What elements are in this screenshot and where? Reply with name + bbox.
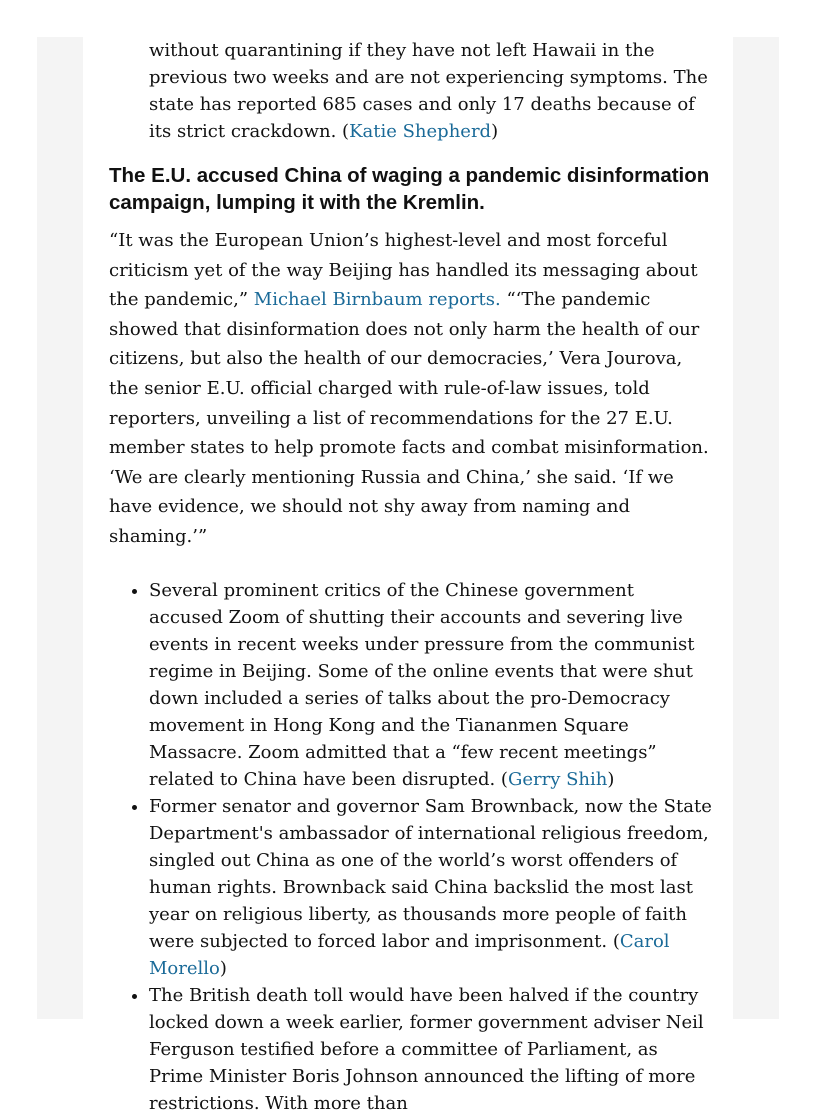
paragraph-intro: “It was the European Union’s highest-level and most forceful criticism yet of the way Beijing has handled its messaging about the pandemic,”	[109, 230, 698, 311]
continued-text: without quarantining if they have not left Hawaii in the previous two weeks and are not experiencing symptoms. The state has reported 685 cases and only 17 deaths because of its strict crackdown. (	[149, 40, 708, 142]
paren-close: )	[491, 121, 499, 142]
list-item	[149, 982, 713, 1117]
section-paragraph	[109, 226, 713, 552]
continued-bullet-text	[149, 37, 713, 145]
author-link-michael-birnbaum[interactable]: Michael Birnbaum reports.	[253, 289, 501, 311]
article-body	[109, 37, 713, 1117]
bullet-list	[109, 577, 713, 1117]
paragraph-quote: “‘The pandemic showed that disinformation does not only harm the health of our citizens, but also the health of our democracies,’ Vera Jourova, the senior E.U. official charged with rule-of-law issues, told reporters, unveiling a list of recommendations for the 27 E.U. member states to help promote facts and combat misinformation. ‘We are clearly mentioning Russia and China,’ she said. ‘If we have evidence, we should not shy away from naming and shaming.’”	[109, 289, 709, 547]
right-margin-gutter	[733, 37, 779, 1019]
left-margin-gutter	[37, 37, 83, 1019]
bullet-text: Former senator and governor Sam Brownback, now the State Department's ambassador of international religious freedom, singled out China as one of the world’s worst offenders of human rights. Brownback said China backslid the most last year on religious liberty, as thousands more people of faith were subjected to forced labor and imprisonment. (	[149, 795, 712, 952]
list-item	[149, 577, 713, 793]
author-link-gerry-shih[interactable]: Gerry Shih	[507, 768, 608, 790]
author-link-katie-shepherd[interactable]: Katie Shepherd	[349, 121, 492, 142]
author-link-carol-morello[interactable]: Carol Morello	[149, 930, 670, 979]
paren-close: )	[219, 957, 227, 979]
bullet-text: The British death toll would have been halved if the country locked down a week earlier, former government adviser Neil Ferguson testified before a committee of Parliament, as Prime Minister Boris Johnson announced the lifting of more restrictions. With more than	[149, 984, 704, 1114]
section-heading: The E.U. accused China of waging a pandemic disinformation campaign, lumping it with the Kremlin.	[109, 164, 710, 214]
bullet-text: Several prominent critics of the Chinese government accused Zoom of shutting their accounts and severing live events in recent weeks under pressure from the communist regime in Beijing. Some of the online events that were shut down included a series of talks about the pro-Democracy movement in Hong Kong and the Tiananmen Square Massacre. Zoom admitted that a “few recent meetings” related to China have been disrupted. (	[149, 579, 695, 790]
list-item	[149, 793, 713, 982]
paren-close: )	[607, 768, 615, 790]
